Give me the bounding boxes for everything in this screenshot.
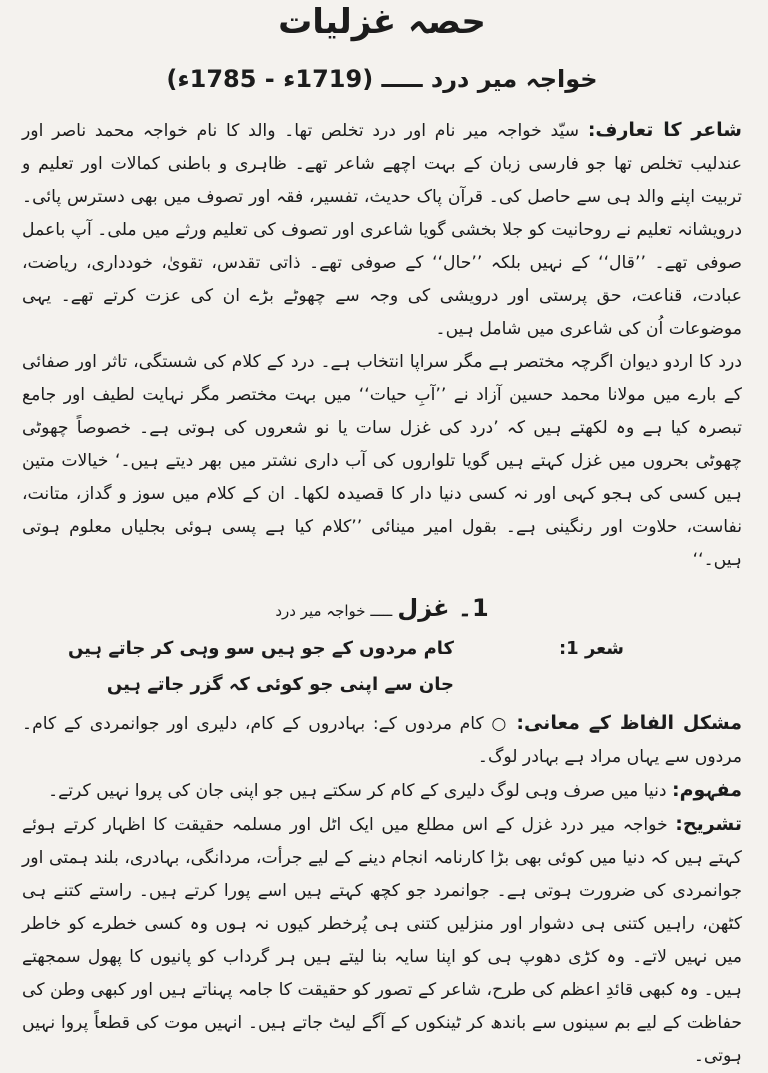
difficult-words-section — [22, 707, 742, 774]
sher-line-2: جان سے اپنی جو کوئی کہ گزر جاتے ہیں — [106, 674, 454, 695]
meaning-lead: مفہوم: — [671, 779, 742, 801]
meaning-section — [22, 774, 742, 808]
difficult-words-lead: مشکل الفاظ کے معانی: — [516, 712, 743, 734]
page-title: حصہ غزلیات — [278, 2, 486, 42]
ghazal-heading — [22, 587, 742, 629]
intro-text: سیّد خواجہ میر نام اور درد تخلص تھا۔ والد کا نام خواجہ محمد ناصر اور عندلیب تخلص تھا جو فارسی زبان کے بہت اچھے شاعر تھے۔ ظاہری و باطنی کمالات اور تعلیم و تربیت اپنے والد ہی سے حاصل کی۔ قرآن پاک حدیث، تفسیر، فقہ اور تصوف میں بھی دسترس پائی۔ درویشانہ تعلیم نے روحانیت کو جلا بخشی گویا شاعری اور تصوف کی تعلیم ورثے میں ملی۔ آپ باعمل صوفی تھے۔ ’’قال‘‘ کے نہیں بلکہ ’’حال‘‘ کے صوفی تھے۔ ذاتی تقدس، تقویٰ، خودداری، ریاضت، عبادت، قناعت، حق پرستی اور درویشی کی وجہ سے چھوٹے بڑے ان کی عزت کرتے تھے۔ یہی موضوعات اُن کی شاعری میں شامل ہیں۔ — [22, 121, 742, 339]
explanation-text: خواجہ میر درد غزل کے اس مطلع میں ایک اٹل اور مسلمہ حقیقت کا اظہار کرتے ہوئے کہتے ہیں کہ دنیا میں کوئی بھی بڑا کارنامہ انجام دینے کے لیے جرأت، مردانگی، بہادری، بلند ہمتی اور جوانمردی کی ضرورت ہوتی ہے۔ جوانمرد جو کچھ کہتے ہیں اسے پورا کرتے ہیں۔ راستے کتنے ہی کٹھن، راہیں کتنی ہی دشوار اور منزلیں کتنی ہی پُرخطر کیوں نہ ہوں وہ کسی خطرے کو خاطر میں نہیں لاتے۔ وہ کڑی دھوپ ہی کو اپنا سایہ بنا لیتے ہیں ہر گرداب کو پانیوں کا پھول سمجھتے ہیں۔ وہ کبھی قائدِ اعظم کی طرح، شاعر کے تصور کو حقیقت کا جامہ پہناتے ہیں اور کبھی وطن کی حفاظت کے لیے بم سینوں سے باندھ کر ٹینکوں کے آگے لیٹ جاتے ہیں۔ انہیں موت کی قطعاً پروا نہیں ہوتی۔ — [22, 815, 742, 1066]
sher-lines — [22, 631, 474, 703]
meaning-text: دنیا میں صرف وہی لوگ دلیری کے کام کر سکتے ہیں جو اپنی جان کی پروا نہیں کرتے۔ — [48, 781, 672, 801]
poet-introduction — [22, 114, 742, 346]
ghazal-poet: ـــــ خواجہ میر درد — [275, 602, 393, 620]
explanation-section — [22, 808, 742, 1073]
sher-line-1: کام مردوں کے جو ہیں سو وہی کر جاتے ہیں — [67, 638, 454, 659]
intro-lead: شاعر کا تعارف: — [587, 119, 742, 141]
difficult-words-text: ○ کام مردوں کے: بہادروں کے کام، دلیری اور جوانمردی کے کام۔ مردوں سے یہاں مراد ہے بہادر لوگ۔ — [22, 714, 742, 767]
explanation-lead: تشریح: — [675, 813, 742, 835]
ghazal-number: 1۔ غزل — [397, 594, 489, 622]
diwan-paragraph: درد کا اردو دیوان اگرچہ مختصر ہے مگر سراپا انتخاب ہے۔ درد کے کلام کی شستگی، تاثر اور صفائی کے بارے میں مولانا محمد حسین آزاد نے ’’آبِ حیات‘‘ میں بہت مختصر مگر نہایت لطیف اور جامع تبصرہ کیا ہے وہ لکھتے ہیں کہ ’درد کی غزل سات یا نو شعروں کی ہوتی ہے۔ خصوصاً چھوٹی چھوٹی بحروں میں غزل کہتے ہیں گویا تلواروں کی آب داری نشتر میں بھر دیتے ہیں۔‘ خیالات متین ہیں کسی کی ہجو کہی اور نہ کسی دنیا دار کا قصیدہ لکھا۔ ان کے کلام میں سوز و گداز، متانت، نفاست، حلاوت اور رنگینی ہے۔ بقول امیر مینائی ’’کلام کیا ہے پسی ہوئی بجلیاں معلوم ہوتی ہیں۔‘‘ — [22, 352, 742, 570]
poet-heading: خواجہ میر درد ـــــ (1719ء - 1785ء) — [166, 65, 598, 93]
sher-block — [22, 631, 742, 703]
sher-label: شعر 1: — [558, 638, 624, 659]
